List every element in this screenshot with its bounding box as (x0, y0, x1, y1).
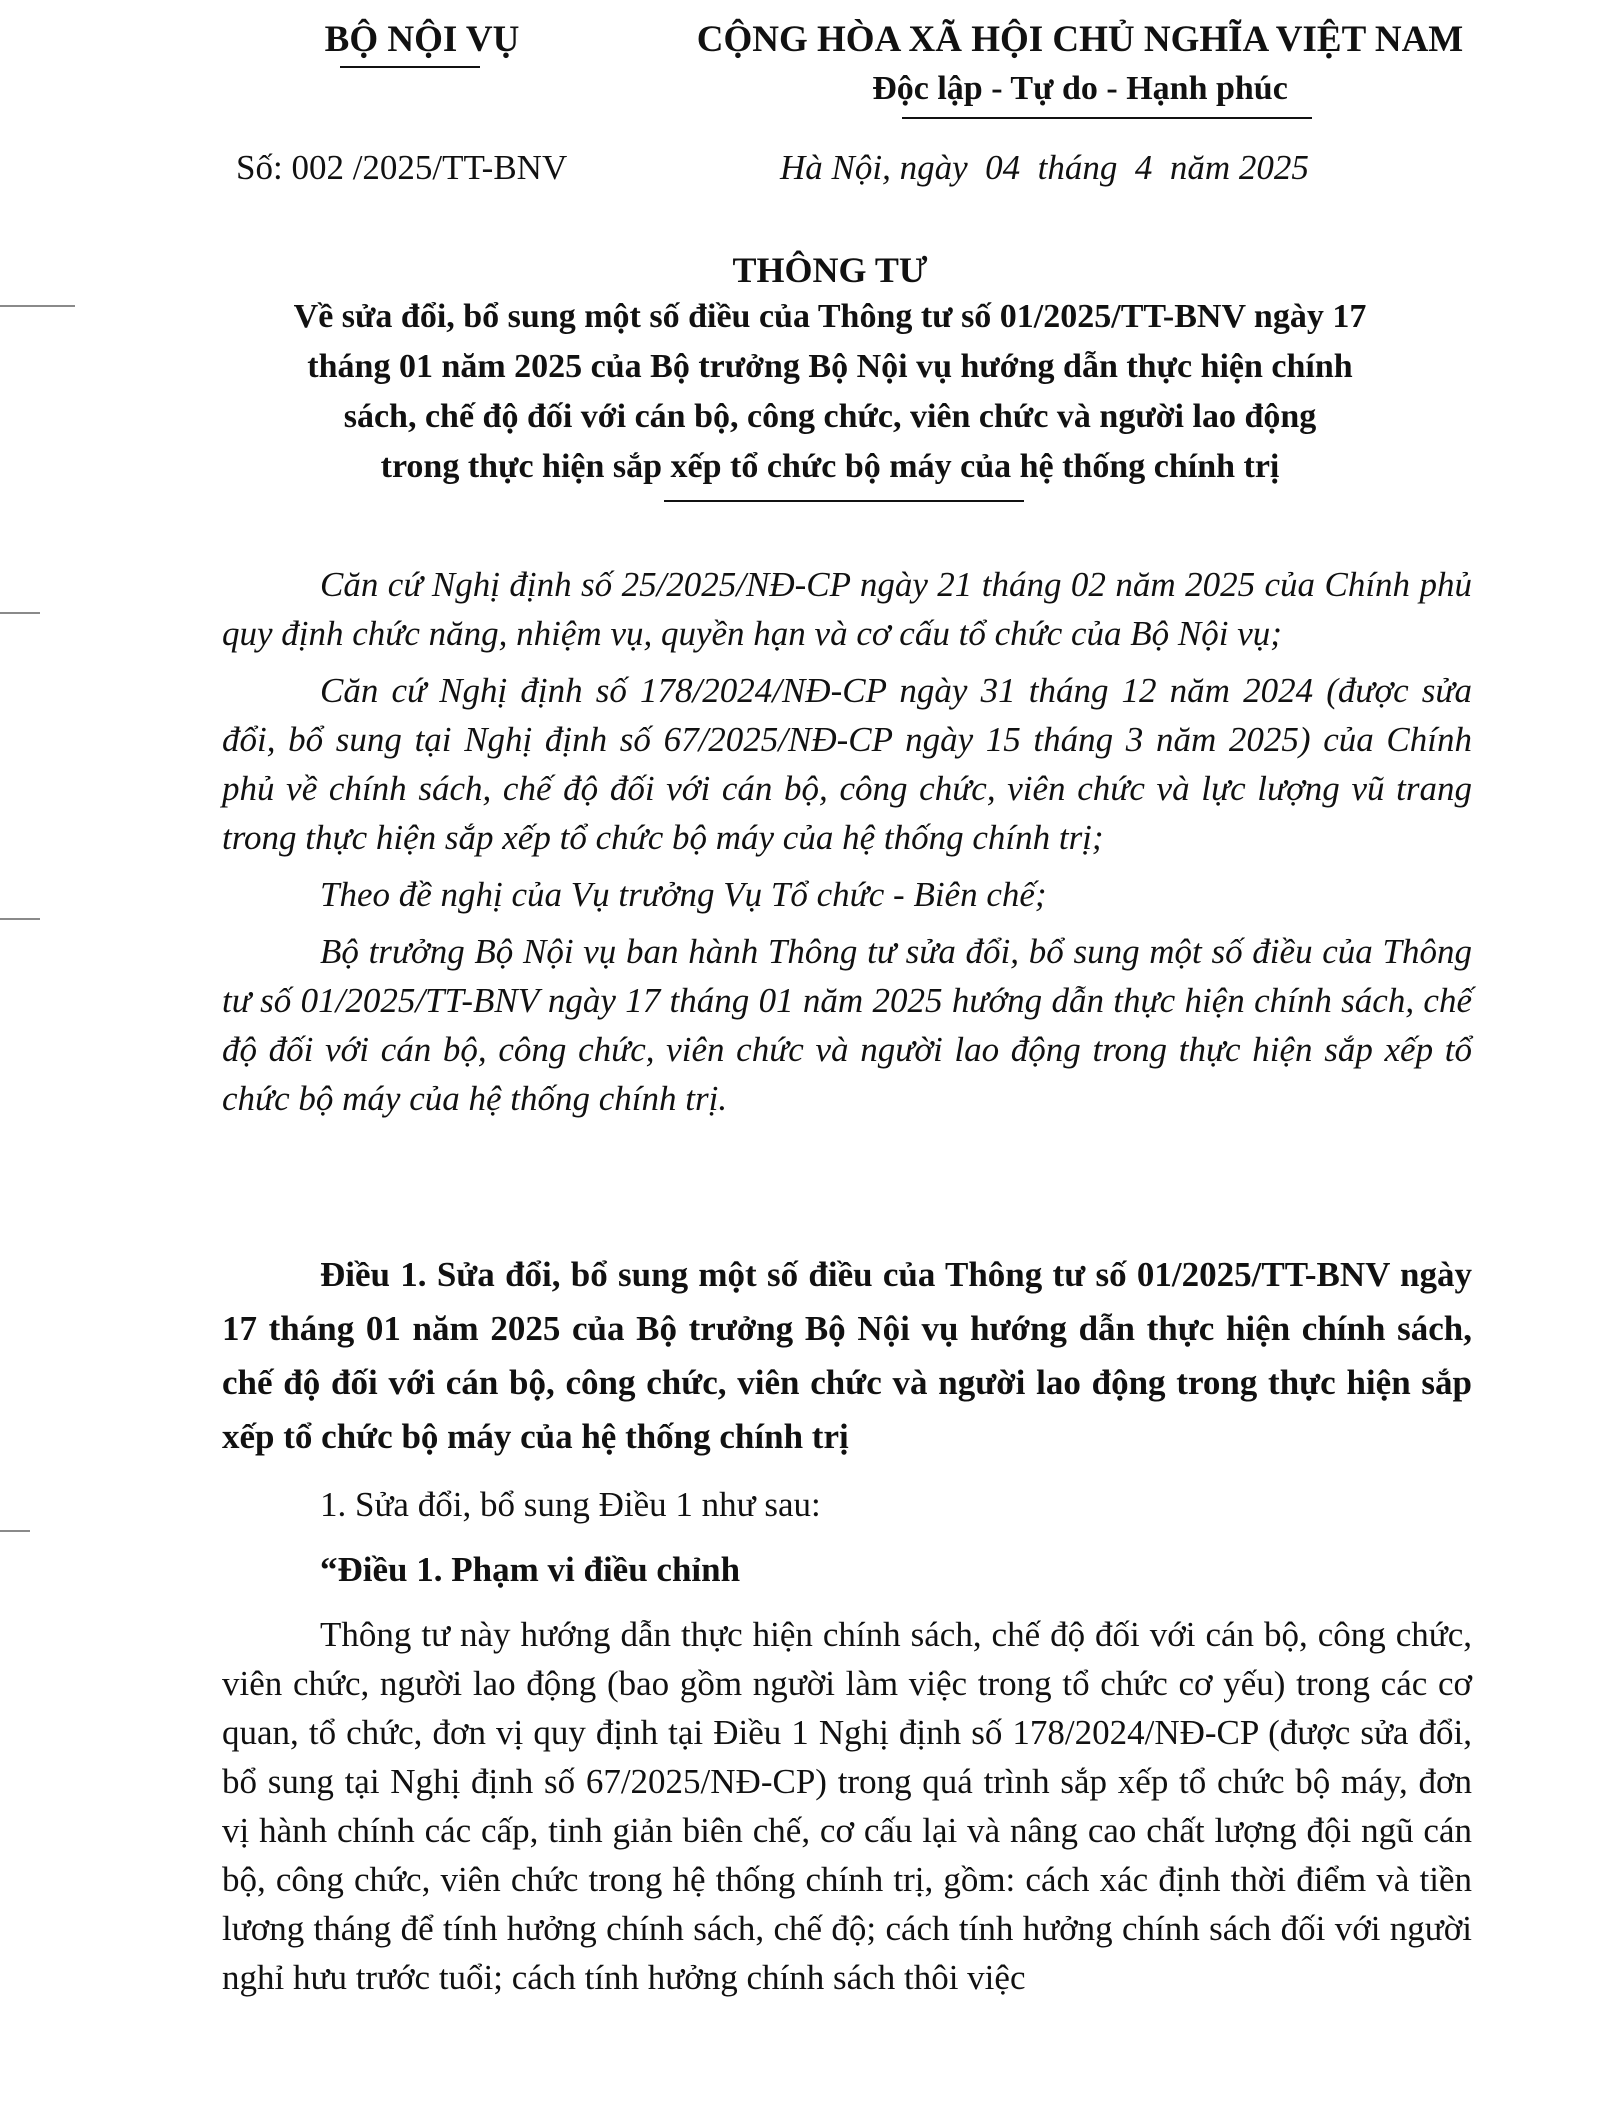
scan-edge-mark (0, 1530, 30, 1532)
issuer-name: BỘ NỘI VỤ (324, 19, 520, 60)
national-motto: Độc lập - Tự do - Hạnh phúc (872, 70, 1288, 107)
subject-line: Về sửa đổi, bổ sung một số điều của Thông tư số 01/2025/TT-BNV ngày 17 (293, 298, 1367, 335)
subject-line: trong thực hiện sắp xếp tổ chức bộ máy của hệ thống chính trị (380, 448, 1280, 485)
legal-basis-paragraph: Căn cứ Nghị định số 25/2025/NĐ-CP ngày 21 tháng 02 năm 2025 của Chính phủ quy định chức năng, nhiệm vụ, quyền hạn và cơ cấu tổ chức của Bộ Nội vụ; (222, 565, 1472, 653)
document-number: Số: 002 /2025/TT-BNV (236, 148, 568, 187)
promulgation-paragraph: Bộ trưởng Bộ Nội vụ ban hành Thông tư sửa đổi, bổ sung một số điều của Thông tư số 01/2025/TT-BNV ngày 17 tháng 01 năm 2025 hướng dẫn thực hiện chính sách, chế độ đối với cán bộ, công chức, viên chức và người lao động trong thực hiện sắp xếp tổ chức bộ máy của hệ thống chính trị. (222, 932, 1472, 1118)
quoted-article-heading: “Điều 1. Phạm vi điều chỉnh (320, 1550, 741, 1589)
subject-line: sách, chế độ đối với cán bộ, công chức, viên chức và người lao động (343, 398, 1317, 435)
issuer-underline (340, 66, 480, 68)
title-underline (664, 500, 1024, 502)
document-title (210, 248, 1450, 492)
proposal-paragraph: Theo đề nghị của Vụ trưởng Vụ Tổ chức - Biên chế; (320, 875, 1047, 914)
scan-edge-mark (0, 305, 75, 307)
motto-underline (902, 117, 1312, 119)
document-type: THÔNG TƯ (732, 250, 928, 290)
legal-basis-paragraph: Căn cứ Nghị định số 178/2024/NĐ-CP ngày 31 tháng 12 năm 2024 (được sửa đổi, bổ sung tại Nghị định số 67/2025/NĐ-CP ngày 15 tháng 3 năm 2025) của Chính phủ về chính sách, chế độ đối với cán bộ, công chức, viên chức và lực lượng vũ trang trong thực hiện sắp xếp tổ chức bộ máy của hệ thống chính trị; (222, 671, 1472, 857)
preamble (222, 560, 1472, 1123)
scan-edge-mark (0, 918, 40, 920)
article-1 (222, 1248, 1472, 2002)
national-header (660, 18, 1500, 112)
issuer-block (252, 18, 592, 62)
article-heading: Điều 1. Sửa đổi, bổ sung một số điều của Thông tư số 01/2025/TT-BNV ngày 17 tháng 01 năm 2025 của Bộ trưởng Bộ Nội vụ hướng dẫn thực hiện chính sách, chế độ đối với cán bộ, công chức, viên chức và người lao động trong thực hiện sắp xếp tổ chức bộ máy của hệ thống chính trị (222, 1255, 1472, 1456)
quoted-article-body: Thông tư này hướng dẫn thực hiện chính sách, chế độ đối với cán bộ, công chức, viên chức, người lao động (bao gồm người làm việc trong tổ chức cơ yếu) trong các cơ quan, tổ chức, đơn vị quy định tại Điều 1 Nghị định số 178/2024/NĐ-CP (được sửa đổi, bổ sung tại Nghị định số 67/2025/NĐ-CP) trong quá trình sắp xếp tổ chức bộ máy, đơn vị hành chính các cấp, tinh giản biên chế, cơ cấu lại và nâng cao chất lượng đội ngũ cán bộ, công chức, viên chức trong hệ thống chính trị, gồm: cách xác định thời điểm và tiền lương tháng để tính hưởng chính sách, chế độ; cách tính hưởng chính sách đối với người nghỉ hưu trước tuổi; cách tính hưởng chính sách thôi việc (222, 1615, 1472, 1997)
country-name: CỘNG HÒA XÃ HỘI CHỦ NGHĨA VIỆT NAM (696, 19, 1464, 60)
subject-line: tháng 01 năm 2025 của Bộ trưởng Bộ Nội vụ hướng dẫn thực hiện chính (307, 348, 1353, 385)
place-date: Hà Nội, ngày 04 tháng 4 năm 2025 (780, 148, 1309, 187)
scan-edge-mark (0, 612, 40, 614)
amendment-item: 1. Sửa đổi, bổ sung Điều 1 như sau: (320, 1485, 821, 1524)
